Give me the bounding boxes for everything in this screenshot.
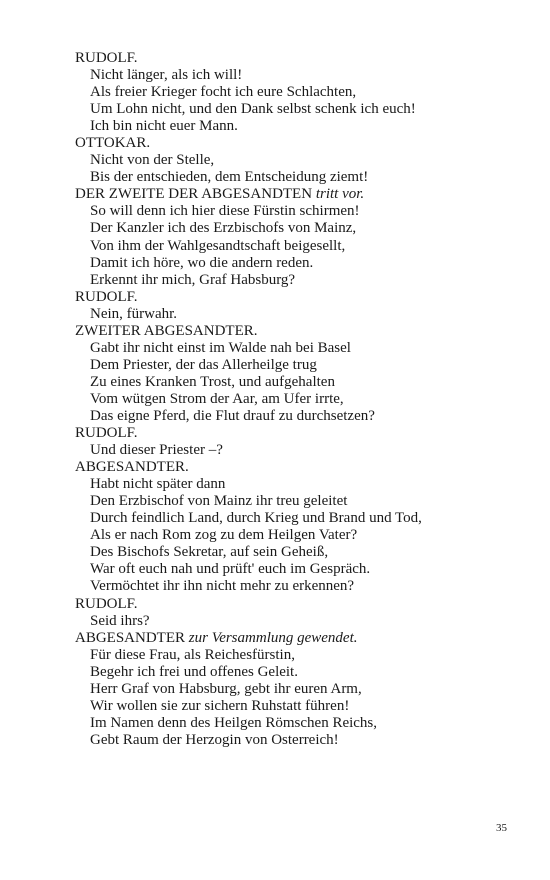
speaker-name-line <box>75 50 515 67</box>
speaker-name-line <box>75 289 515 306</box>
verse-line: Dem Priester, der das Allerheilge trug <box>90 356 317 373</box>
verse-line: Wir wollen sie zur sichern Ruhstatt führen! <box>90 697 350 714</box>
verse-line: Als freier Krieger focht ich eure Schlachten, <box>90 84 357 101</box>
verse-line: Im Namen denn des Heilgen Römschen Reichs, <box>90 714 378 731</box>
speaker-name-line <box>75 323 515 340</box>
stage-direction: tritt vor. <box>315 186 365 203</box>
verse-line: Nicht länger, als ich will! <box>90 67 243 84</box>
verse-line: Gebt Raum der Herzogin von Osterreich! <box>90 731 339 748</box>
verse-line: Des Bischofs Sekretar, auf sein Geheiß, <box>90 544 329 561</box>
speaker-name: ABGESANDTER <box>75 629 186 646</box>
verse-line: Bis der entschieden, dem Entscheidung ziemt! <box>90 169 369 186</box>
drama-text <box>75 50 515 749</box>
verse-line: Vermöchtet ihr ihn nicht mehr zu erkennen? <box>90 578 355 595</box>
verse-line: Gabt ihr nicht einst im Walde nah bei Basel <box>90 339 351 356</box>
speaker-name: RUDOLF. <box>75 425 138 442</box>
verse-line: Seid ihrs? <box>90 612 150 629</box>
verse-line: Vom wütgen Strom der Aar, am Ufer irrte, <box>90 390 344 407</box>
verse-line: Den Erzbischof von Mainz ihr treu geleitet <box>90 493 348 510</box>
speaker-name-line <box>75 186 515 203</box>
verse-line: Von ihm der Wahlgesandtschaft beigesellt, <box>90 237 346 254</box>
verse-line: Begehr ich frei und offenes Geleit. <box>90 663 298 680</box>
verse-line: Das eigne Pferd, die Flut drauf zu durchsetzen? <box>90 407 375 424</box>
verse-line: Erkennt ihr mich, Graf Habsburg? <box>90 271 296 288</box>
verse-line: Herr Graf von Habsburg, gebt ihr euren Arm, <box>90 680 362 697</box>
verse-line: Nicht von der Stelle, <box>90 152 215 169</box>
page-number: 35 <box>496 822 507 834</box>
speaker-name: ABGESANDTER. <box>75 459 189 476</box>
speaker-name-line <box>75 596 515 613</box>
verse-line: War oft euch nah und prüft' euch im Gespräch. <box>90 561 371 578</box>
speaker-name: RUDOLF. <box>75 288 138 305</box>
speaker-name: OTTOKAR. <box>75 135 151 152</box>
verse-line: Habt nicht später dann <box>90 476 226 493</box>
speaker-name-line <box>75 135 515 152</box>
speaker-name: ZWEITER ABGESANDTER. <box>75 322 258 339</box>
verse-line: Durch feindlich Land, durch Krieg und Brand und Tod, <box>90 510 422 527</box>
verse-line: Für diese Frau, als Reichesfürstin, <box>90 646 295 663</box>
verse-line: Nein, fürwahr. <box>90 305 178 322</box>
verse-line: Als er nach Rom zog zu dem Heilgen Vater? <box>90 527 358 544</box>
verse-line: Ich bin nicht euer Mann. <box>90 118 238 135</box>
verse-line: Der Kanzler ich des Erzbischofs von Mainz, <box>90 220 357 237</box>
verse-line: So will denn ich hier diese Fürstin schirmen! <box>90 203 360 220</box>
speaker-name: RUDOLF. <box>75 595 138 612</box>
speaker-name: DER ZWEITE DER ABGESANDTEN <box>75 186 313 203</box>
speaker-name: RUDOLF. <box>75 50 138 66</box>
speaker-name-line <box>75 459 515 476</box>
speaker-name-line <box>75 425 515 442</box>
speaker-name-line <box>75 630 515 647</box>
verse-line: Damit ich höre, wo die andern reden. <box>90 254 314 271</box>
verse-line: Um Lohn nicht, und den Dank selbst schenk ich euch! <box>90 101 416 118</box>
stage-direction: zur Versammlung gewendet. <box>188 629 358 646</box>
verse-line: Zu eines Kranken Trost, und aufgehalten <box>90 373 335 390</box>
verse-line: Und dieser Priester –? <box>90 442 223 459</box>
